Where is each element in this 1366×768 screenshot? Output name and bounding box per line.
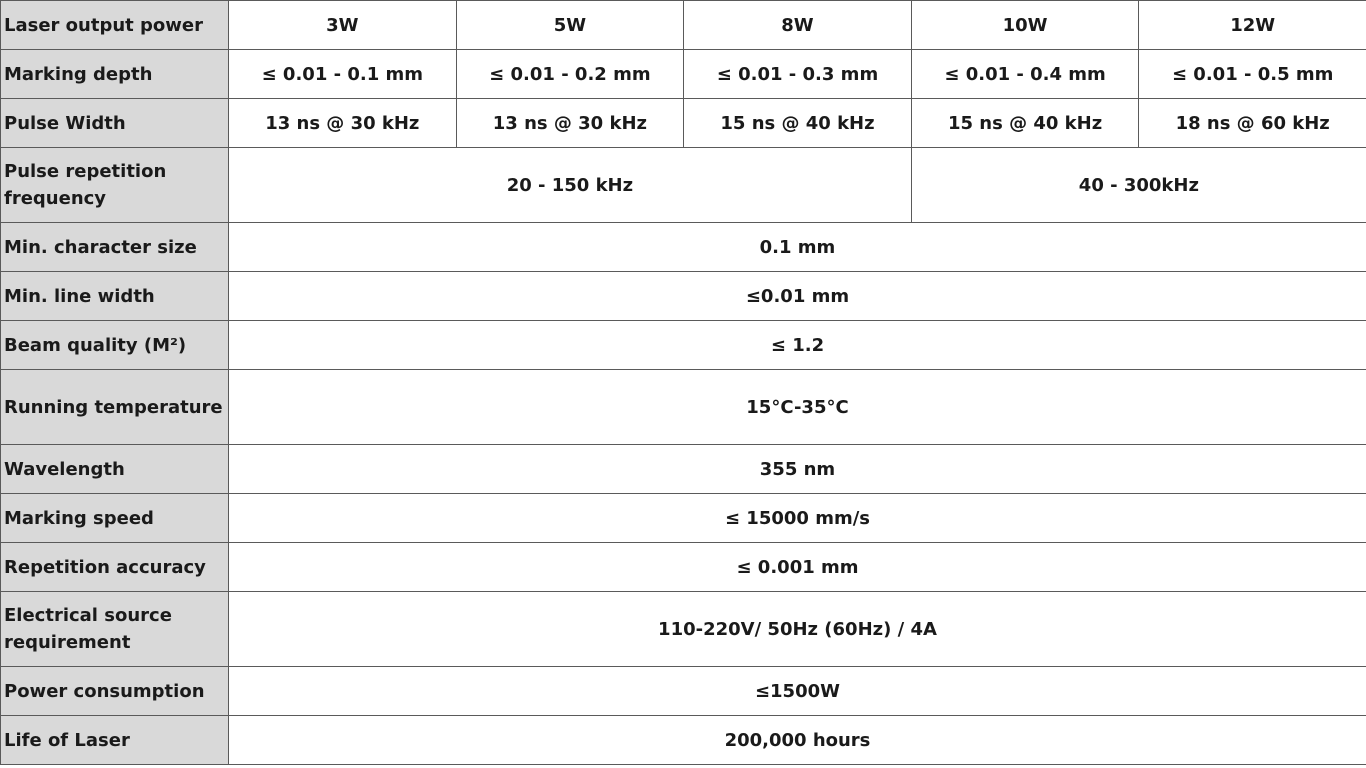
pulse-width-5w: 13 ns @ 30 kHz xyxy=(456,99,684,148)
table-row-marking-depth xyxy=(1,50,1366,99)
marking-depth-12w: ≤ 0.01 - 0.5 mm xyxy=(1139,50,1366,99)
model-3w-header: 3W xyxy=(229,1,457,50)
table-row-min-line-width xyxy=(1,272,1366,321)
row-label-power-consumption: Power consumption xyxy=(1,667,229,716)
row-label-min-character-size: Min. character size xyxy=(1,223,229,272)
row-label-pulse-repetition-frequency: Pulse repetition frequency xyxy=(1,148,229,223)
model-12w-header: 12W xyxy=(1139,1,1366,50)
table-row-pulse-repetition-frequency xyxy=(1,148,1366,223)
model-10w-header: 10W xyxy=(911,1,1139,50)
model-8w-header: 8W xyxy=(684,1,912,50)
row-label-life-of-laser: Life of Laser xyxy=(1,716,229,765)
marking-speed-value: ≤ 15000 mm/s xyxy=(229,494,1366,543)
marking-depth-3w: ≤ 0.01 - 0.1 mm xyxy=(229,50,457,99)
row-label-repetition-accuracy: Repetition accuracy xyxy=(1,543,229,592)
row-label-beam-quality: Beam quality (M²) xyxy=(1,321,229,370)
table-row-beam-quality xyxy=(1,321,1366,370)
electrical-source-requirement-value: 110-220V/ 50Hz (60Hz) / 4A xyxy=(229,592,1366,667)
repetition-accuracy-value: ≤ 0.001 mm xyxy=(229,543,1366,592)
row-label-pulse-width: Pulse Width xyxy=(1,99,229,148)
table-row-running-temperature xyxy=(1,370,1366,445)
marking-depth-5w: ≤ 0.01 - 0.2 mm xyxy=(456,50,684,99)
model-5w-header: 5W xyxy=(456,1,684,50)
pulse-width-12w: 18 ns @ 60 kHz xyxy=(1139,99,1366,148)
row-label-electrical-source-requirement: Electrical source requirement xyxy=(1,592,229,667)
row-label-min-line-width: Min. line width xyxy=(1,272,229,321)
marking-depth-8w: ≤ 0.01 - 0.3 mm xyxy=(684,50,912,99)
table-row-wavelength xyxy=(1,445,1366,494)
running-temperature-value: 15°C-35°C xyxy=(229,370,1366,445)
table-row-laser-output-power xyxy=(1,1,1366,50)
table-row-min-character-size xyxy=(1,223,1366,272)
row-label-wavelength: Wavelength xyxy=(1,445,229,494)
row-label-marking-speed: Marking speed xyxy=(1,494,229,543)
pulse-width-8w: 15 ns @ 40 kHz xyxy=(684,99,912,148)
row-label-marking-depth: Marking depth xyxy=(1,50,229,99)
table-row-marking-speed xyxy=(1,494,1366,543)
row-label-running-temperature: Running temperature xyxy=(1,370,229,445)
table-row-electrical-source-requirement xyxy=(1,592,1366,667)
power-consumption-value: ≤1500W xyxy=(229,667,1366,716)
pulse-repetition-frequency-low-power: 20 - 150 kHz xyxy=(229,148,912,223)
table-row-power-consumption xyxy=(1,667,1366,716)
table-row-repetition-accuracy xyxy=(1,543,1366,592)
pulse-width-10w: 15 ns @ 40 kHz xyxy=(911,99,1139,148)
life-of-laser-value: 200,000 hours xyxy=(229,716,1366,765)
row-label-laser-output-power: Laser output power xyxy=(1,1,229,50)
min-line-width-value: ≤0.01 mm xyxy=(229,272,1366,321)
marking-depth-10w: ≤ 0.01 - 0.4 mm xyxy=(911,50,1139,99)
wavelength-value: 355 nm xyxy=(229,445,1366,494)
table-row-pulse-width xyxy=(1,99,1366,148)
beam-quality-value: ≤ 1.2 xyxy=(229,321,1366,370)
min-character-size-value: 0.1 mm xyxy=(229,223,1366,272)
pulse-width-3w: 13 ns @ 30 kHz xyxy=(229,99,457,148)
pulse-repetition-frequency-high-power: 40 - 300kHz xyxy=(911,148,1366,223)
table-row-life-of-laser xyxy=(1,716,1366,765)
